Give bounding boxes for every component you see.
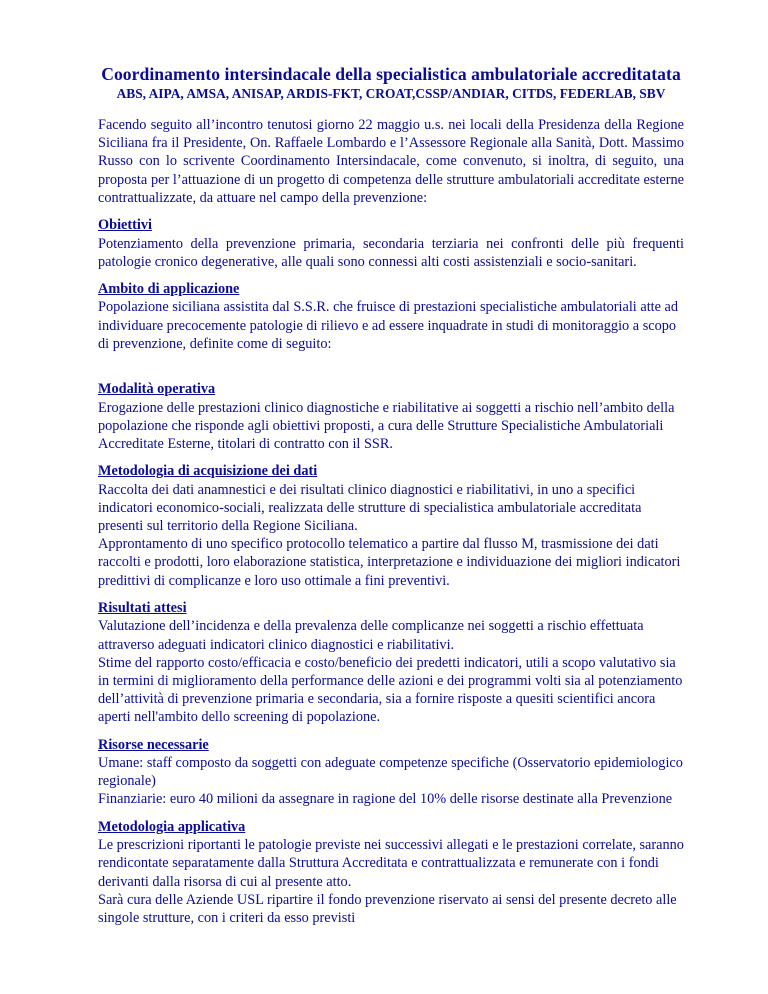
section-heading-modalita: Modalità operativa bbox=[98, 381, 216, 398]
section-body-risorse-2: Finanziarie: euro 40 milioni da assegnare in ragione del 10% delle risorse destinate alla Prevenzione bbox=[98, 791, 673, 808]
section-risorse bbox=[98, 737, 684, 809]
section-ambito bbox=[98, 281, 684, 353]
section-heading-metodologia-applicativa: Metodologia applicativa bbox=[98, 818, 246, 835]
section-heading-risultati: Risultati attesi bbox=[98, 599, 187, 616]
section-body-metodologia-applicativa-1: Le prescrizioni riportanti le patologie previste nei successivi allegati e le prestazioni correlate, saranno rendicontate separatamente dalla Struttura Accreditata e contrattualizzata e remunerate con i fondi derivanti dalla risorsa di cui al presente atto. bbox=[98, 837, 684, 890]
document-title: Coordinamento intersindacale della specialistica ambulatoriale accreditatata bbox=[101, 64, 681, 84]
section-heading-metodologia-dati: Metodologia di acquisizione dei dati bbox=[98, 463, 318, 480]
section-body-risorse-1: Umane: staff composto da soggetti con adeguate competenze specifiche (Osservatorio epidemiologico regionale) bbox=[98, 755, 683, 790]
section-body-metodologia-dati-1: Raccolta dei dati anamnestici e dei risultati clinico diagnostici e riabilitativi, in uno a specifici indicatori economico-sociali, realizzata delle strutture di specialistica ambulatoriale accreditata presenti sul territorio della Regione Siciliana. bbox=[98, 481, 642, 535]
section-body-obiettivi: Potenziamento della prevenzione primaria, secondaria terziaria nei confronti delle più frequenti patologie cronico degenerative, alle quali sono connessi alti costi assistenziali e socio-sanitari. bbox=[98, 235, 684, 270]
section-body-risultati-1: Valutazione dell’incidenza e della prevalenza delle complicanze nei soggetti a rischio effettuata attraverso adeguati indicatori clinico diagnostici e riabilitativi. bbox=[98, 618, 644, 653]
document-subtitle: ABS, AIPA, AMSA, ANISAP, ARDIS-FKT, CROAT,CSSP/ANDIAR, CITDS, FEDERLAB, SBV bbox=[116, 86, 666, 101]
section-modalita bbox=[98, 381, 684, 453]
section-risultati bbox=[98, 600, 684, 727]
section-body-modalita: Erogazione delle prestazioni clinico diagnostiche e riabilitative ai soggetti a rischio nell’ambito della popolazione che risponde agli obiettivi proposti, a cura delle Strutture Specialistiche Ambulatoriali Accreditate Esterne, titolari di contratto con il SSR. bbox=[98, 399, 675, 452]
section-body-risultati-2: Stime del rapporto costo/efficacia e costo/beneficio dei predetti indicatori, utili a scopo valutativo sia in termini di miglioramento della performance delle azioni e dei programmi volti sia al potenziamento dell’attività di prevenzione primaria e secondaria, sia a fornire risposte a quesiti scientifici ancora aperti nell'ambito dello screening di popolazione. bbox=[98, 654, 683, 726]
section-metodologia-dati bbox=[98, 463, 684, 590]
section-heading-risorse: Risorse necessarie bbox=[98, 736, 209, 753]
intro-paragraph: Facendo seguito all’incontro tenutosi giorno 22 maggio u.s. nei locali della Presidenza della Regione Siciliana fra il Presidente, On. Raffaele Lombardo e l’Assessore Regionale alla Sanità, Dott. Massimo Russo con lo scrivente Coordinamento Intersindacale, come convenuto, si inoltra, di seguito, una proposta per l’attuazione di un progetto di competenza delle strutture ambulatoriali accreditate esterne contrattualizzate, da attuare nel campo della prevenzione: bbox=[98, 117, 684, 206]
section-body-metodologia-applicativa-2: Sarà cura delle Aziende USL ripartire il fondo prevenzione riservato ai sensi del presente decreto alle singole strutture, con i criteri da esso previsti bbox=[98, 891, 677, 926]
section-heading-ambito: Ambito di applicazione bbox=[98, 280, 240, 297]
section-obiettivi bbox=[98, 217, 684, 271]
section-heading-obiettivi: Obiettivi bbox=[98, 217, 153, 234]
section-body-metodologia-dati-2: Approntamento di uno specifico protocollo telematico a partire dal flusso M, trasmissione dei dati raccolti e prodotti, loro elaborazione statistica, interpretazione e individuazione dei migliori indicatori predittivi di complicanze e loro uso ottimale a fini preventivi. bbox=[98, 536, 681, 589]
section-body-ambito: Popolazione siciliana assistita dal S.S.R. che fruisce di prestazioni specialistiche ambulatoriali atte ad individuare precocemente patologie di rilievo e ad essere inquadrate in studi di monitoraggio a scopo di prevenzione, definite come di seguito: bbox=[98, 299, 679, 352]
section-metodologia-applicativa bbox=[98, 819, 684, 928]
